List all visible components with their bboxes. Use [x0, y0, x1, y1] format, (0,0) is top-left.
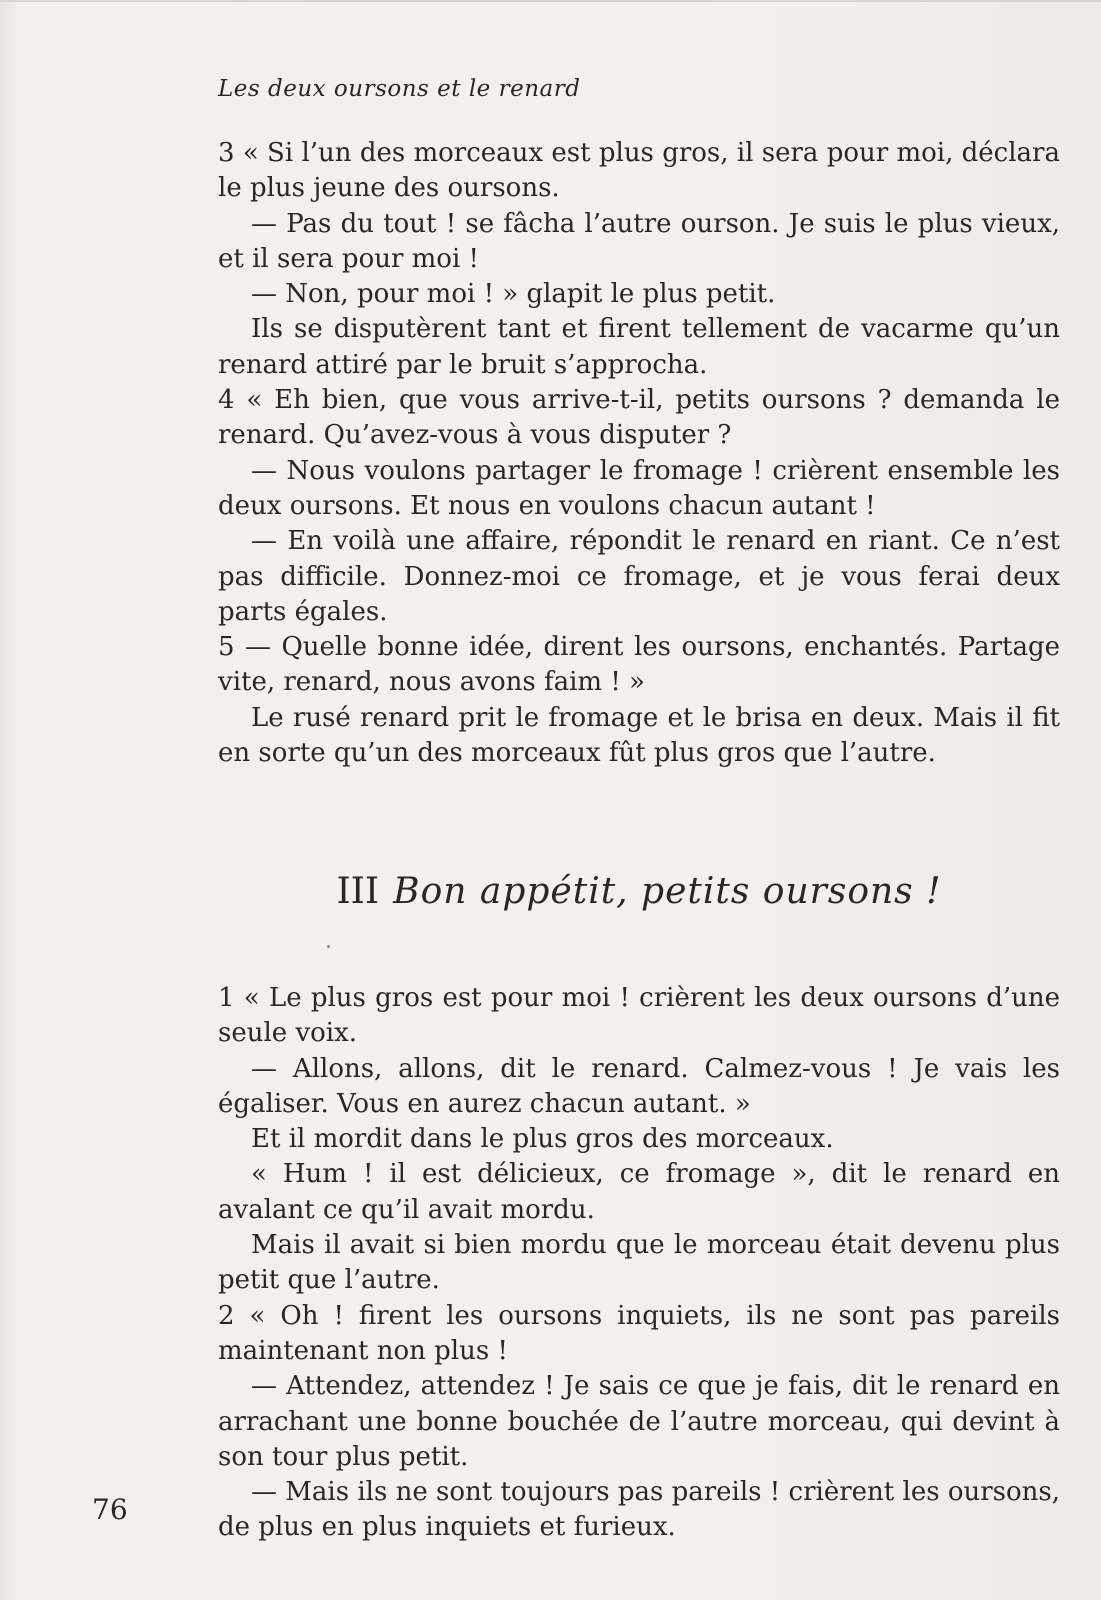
section-2-text [218, 136, 1060, 771]
page-number: 76 [92, 1493, 128, 1526]
paragraph: Et il mordit dans le plus gros des morceaux. [251, 1124, 834, 1155]
paragraph: — Pas du tout ! se fâcha l’autre ourson. Je suis le plus vieux, et il sera pour moi ! [218, 208, 1060, 274]
section-3-text [218, 981, 1060, 1546]
paragraph: — Attendez, attendez ! Je sais ce que je fais, dit le renard en arrachant une bonne bouchée de l’autre morceau, qui devint à son tour plus petit. [218, 1371, 1060, 1472]
paragraph: Le rusé renard prit le fromage et le brisa en deux. Mais il fit en sorte qu’un des morceaux fût plus gros que l’autre. [218, 702, 1060, 769]
paper-speck [327, 945, 330, 948]
paragraph: 1 « Le plus gros est pour moi ! crièrent les deux oursons d’une seule voix. [218, 983, 1060, 1049]
paragraph: — Mais ils ne sont toujours pas pareils ! crièrent les oursons, de plus en plus inquiets et furieux. [218, 1477, 1060, 1543]
chapter-heading [218, 872, 1060, 912]
paragraph: — Allons, allons, dit le renard. Calmez-vous ! Je vais les égaliser. Vous en aurez chacun autant. » [218, 1053, 1060, 1119]
chapter-title: Bon appétit, petits oursons ! [393, 871, 942, 912]
paragraph: Mais il avait si bien mordu que le morceau était devenu plus petit que l’autre. [218, 1230, 1060, 1296]
paragraph: 2 « Oh ! firent les oursons inquiets, ils ne sont pas pareils maintenant non plus ! [218, 1300, 1060, 1366]
paragraph: 5 — Quelle bonne idée, dirent les oursons, enchantés. Partage vite, renard, nous avons faim ! » [218, 632, 1060, 698]
paragraph: — En voilà une affaire, répondit le renard en riant. Ce n’est pas difficile. Donnez-moi ce fromage, et je vous ferai deux parts égales. [218, 526, 1060, 627]
paragraph: 4 « Eh bien, que vous arrive-t-il, petits oursons ? demanda le renard. Qu’avez-vous à vous disputer ? [218, 385, 1060, 451]
paragraph: 3 « Si l’un des morceaux est plus gros, il sera pour moi, déclara le plus jeune des oursons. [218, 138, 1060, 204]
running-title: Les deux oursons et le renard [218, 76, 581, 102]
paragraph: « Hum ! il est délicieux, ce fromage », dit le renard en avalant ce qu’il avait mordu. [218, 1159, 1060, 1225]
chapter-number: III [336, 871, 380, 912]
paragraph: Ils se disputèrent tant et firent tellement de vacarme qu’un renard attiré par le bruit s’approcha. [218, 314, 1060, 380]
paragraph: — Nous voulons partager le fromage ! crièrent ensemble les deux oursons. Et nous en voulons chacun autant ! [218, 455, 1060, 521]
page-top-edge [0, 0, 1101, 2]
paragraph: — Non, pour moi ! » glapit le plus petit. [251, 279, 776, 310]
